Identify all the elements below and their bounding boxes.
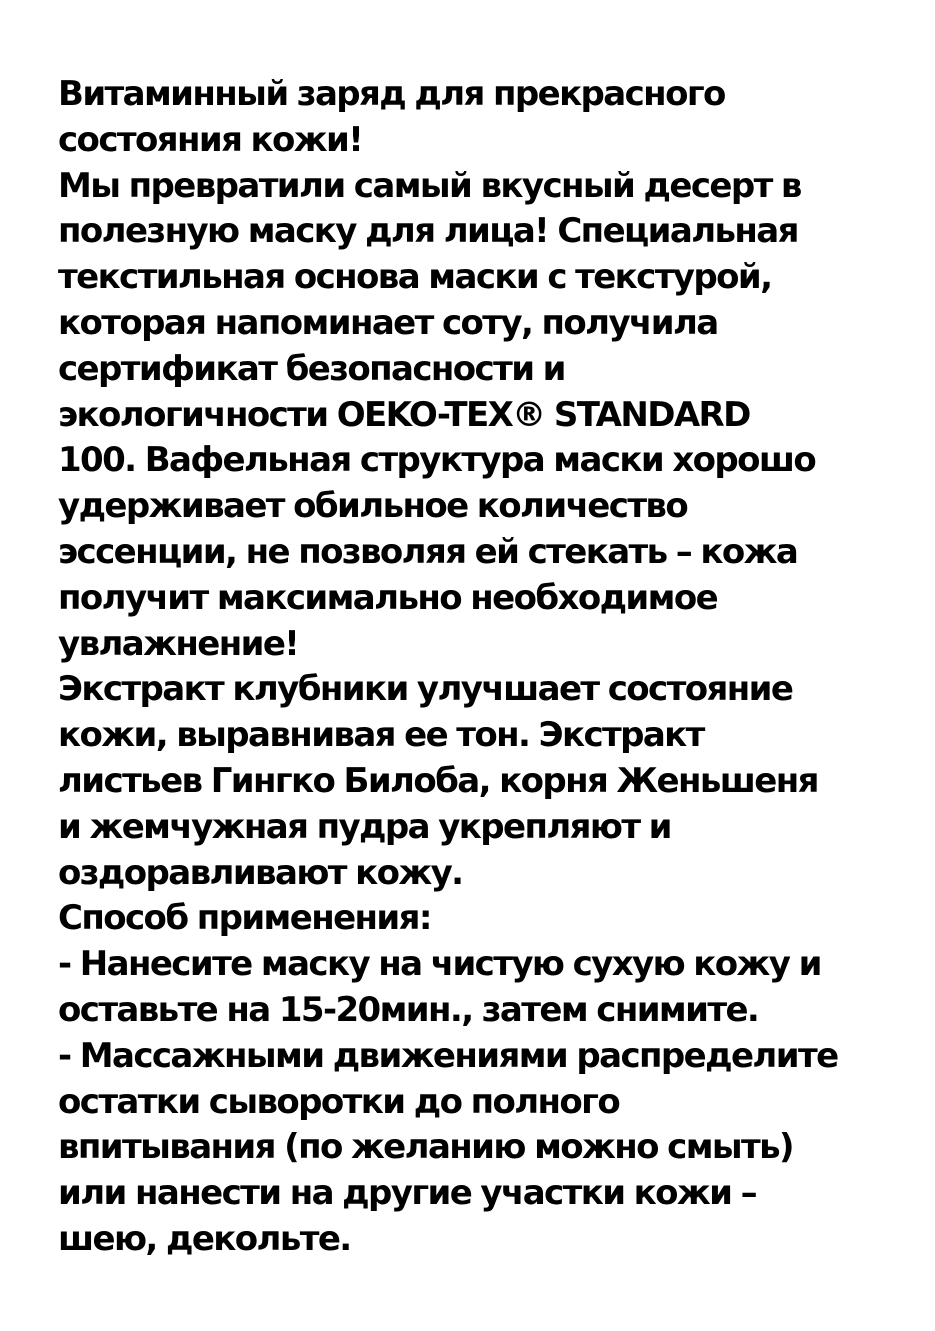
usage-step-1-line-2: оставьте на 15-20мин., затем снимите. xyxy=(58,989,759,1030)
product-description xyxy=(58,72,908,1263)
usage-step-2-line-4: или нанести на другие участки кожи – xyxy=(58,1173,756,1214)
text-line-5: текстильная основа маски с текстурой, xyxy=(58,257,772,298)
text-line-16: листьев Гингко Билоба, корня Женьшеня xyxy=(58,760,818,801)
usage-step-2-line-3: впитывания (по желанию можно смыть) xyxy=(58,1127,793,1168)
text-line-15: кожи, выравнивая ее тон. Экстракт xyxy=(58,715,704,756)
usage-heading: Способ применения: xyxy=(58,898,431,939)
text-line-13: увлажнение! xyxy=(58,623,299,664)
text-line-title-1: Витаминный заряд для прекрасного xyxy=(58,74,725,114)
text-line-18: оздоравливают кожу. xyxy=(58,852,463,893)
text-line-7: сертификат безопасности и xyxy=(58,348,565,389)
usage-step-2-line-5: шею, декольте. xyxy=(58,1218,351,1259)
text-line-3: Мы превратили самый вкусный десерт в xyxy=(58,165,801,206)
text-line-4: полезную маску для лица! Специальная xyxy=(58,211,798,252)
text-line-8: экологичности OEKO-TEX® STANDARD xyxy=(58,394,750,435)
text-line-10: удерживает обильное количество xyxy=(58,486,688,527)
text-line-9: 100. Вафельная структура маски хорошо xyxy=(58,440,816,481)
text-line-12: получит максимально необходимое xyxy=(58,577,718,618)
text-line-6: которая напоминает соту, получила xyxy=(58,302,718,343)
text-line-title-2: состояния кожи! xyxy=(58,119,363,160)
text-line-17: и жемчужная пудра укрепляют и xyxy=(58,806,671,847)
text-line-11: эссенции, не позволяя ей стекать – кожа xyxy=(58,531,798,572)
usage-step-2-line-2: остатки сыворотки до полного xyxy=(58,1081,620,1122)
usage-step-1-line-1: - Нанесите маску на чистую сухую кожу и xyxy=(58,944,821,985)
usage-step-2-line-1: - Массажными движениями распределите xyxy=(58,1035,838,1076)
text-line-14: Экстракт клубники улучшает состояние xyxy=(58,669,793,710)
